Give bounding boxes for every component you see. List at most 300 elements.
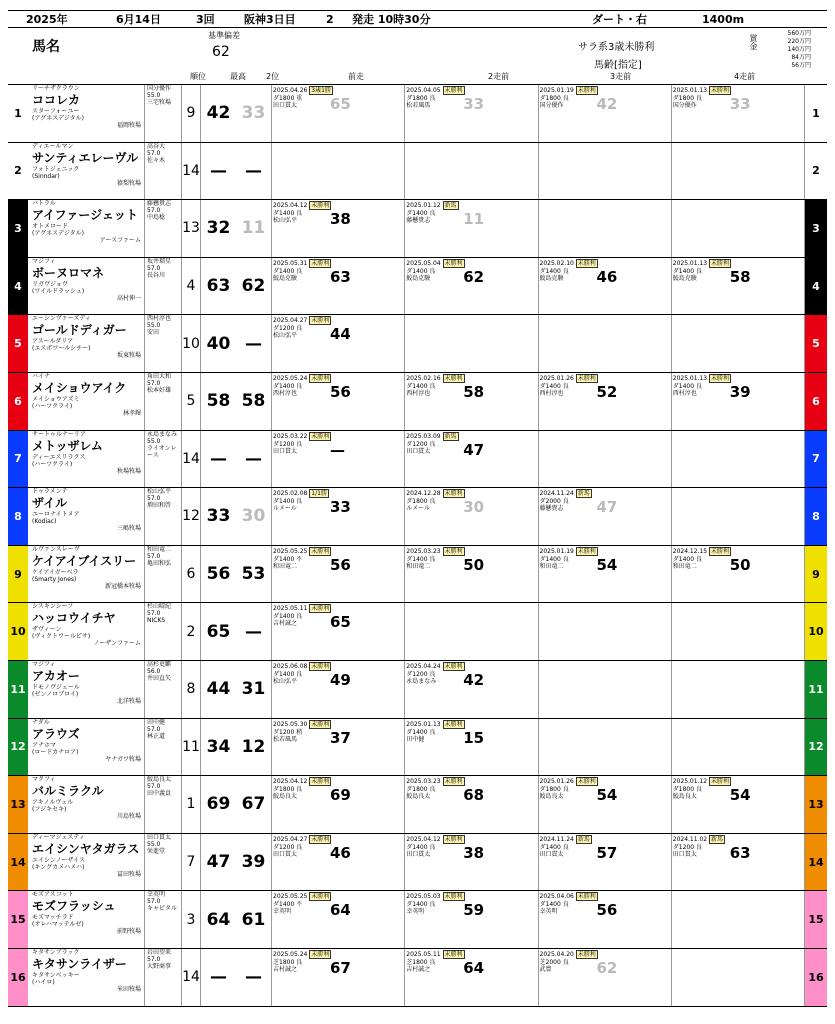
horse-info [28, 200, 145, 257]
past-run [272, 661, 405, 718]
sire: ドゥラメンテ [32, 488, 68, 496]
weight: 57.0 [147, 955, 161, 963]
jockey: 岩田望来 [147, 948, 172, 956]
past-run-empty [272, 143, 405, 200]
past-run [272, 373, 405, 430]
jockey: 田中健 [147, 718, 166, 726]
weight: 55.0 [147, 840, 161, 848]
horse-name[interactable]: メトッザレム [32, 438, 103, 453]
dam: アナホマ [32, 741, 57, 749]
run-course: ダ1800 良 [672, 95, 702, 102]
run-date: 2025.05.25 [273, 547, 308, 555]
run-index: 64 [463, 958, 485, 977]
second-index: — [245, 160, 262, 181]
jockey: 角田大和 [147, 372, 172, 380]
run-date: 2025.01.12 [406, 202, 441, 210]
run-date: 2025.04.12 [406, 835, 441, 843]
past-run [272, 603, 405, 660]
past-run-empty [539, 315, 672, 372]
horse-table [8, 85, 827, 1007]
run-course: ダ1400 良 [406, 728, 436, 736]
horse-name[interactable]: アラウズ [32, 726, 80, 741]
index-pair [201, 85, 272, 142]
weight: 55.0 [147, 322, 161, 330]
run-class: 未勝利 [311, 605, 330, 613]
horse-row [8, 315, 827, 373]
run-index: 50 [729, 555, 751, 574]
jockey-info [145, 431, 182, 488]
second-index: 61 [241, 909, 266, 930]
run-jockey: 田口貫太 [672, 850, 697, 858]
past-run-empty [539, 661, 672, 718]
horse-number-right: 3 [805, 200, 827, 257]
horse-name[interactable]: アカオー [32, 668, 80, 683]
past-run [272, 546, 405, 603]
horse-name[interactable]: ココレカ [32, 93, 81, 107]
run-index: 65 [330, 95, 351, 113]
run-index: 68 [463, 786, 485, 805]
run-index: 56 [330, 382, 351, 401]
past-run [272, 834, 405, 891]
jockey-info [145, 546, 182, 603]
damsire: (ハイロ) [32, 978, 55, 986]
max-index: 69 [206, 794, 231, 815]
trainer: 大野商事 [147, 962, 172, 970]
past-run-empty [672, 891, 805, 948]
weight: 57.0 [147, 725, 161, 733]
horse-number-right: 14 [805, 834, 827, 891]
horse-info [28, 258, 145, 315]
run-class: 未勝利 [311, 662, 330, 670]
damsire: (Kodiac) [32, 518, 57, 526]
past-run [272, 85, 405, 142]
past-run [672, 776, 805, 833]
run-index: 64 [330, 901, 351, 920]
run-course: ダ1400 良 [539, 267, 569, 275]
run-date: 2025.03.22 [273, 432, 308, 440]
second-index: 33 [241, 103, 266, 124]
index-pair [201, 546, 272, 603]
run-class: 未勝利 [577, 87, 596, 94]
farm: 新冠橋本牧場 [104, 582, 141, 590]
prize-label: 賞金 [749, 34, 758, 50]
horse-number: 11 [8, 661, 28, 718]
run-class: 未勝利 [711, 259, 730, 267]
date: 6月14日 [116, 13, 161, 26]
damsire: (アグネスデジタル) [32, 230, 84, 238]
past-run [405, 891, 538, 948]
past-run [405, 488, 538, 545]
run-jockey: 田口貫太 [273, 850, 298, 858]
max-index: — [210, 448, 227, 469]
run-date: 2025.06.08 [273, 662, 308, 670]
dam: エイシンノーザイス [32, 856, 85, 864]
horse-name[interactable]: バルミラクル [32, 784, 104, 799]
dam: ザヴィーン [32, 626, 62, 634]
run-date: 2025.04.20 [539, 950, 574, 958]
horse-number: 7 [8, 431, 28, 488]
past-run-empty [672, 949, 805, 1006]
horse-name[interactable]: ボーヌロマネ [32, 265, 105, 280]
run-class: 未勝利 [444, 893, 463, 901]
horse-row [8, 258, 827, 316]
run-index: 42 [463, 670, 485, 689]
run-class: 未勝利 [444, 662, 463, 670]
rank: 14 [182, 949, 201, 1006]
trainer: 増田和啓 [147, 502, 172, 510]
max-index: — [210, 967, 227, 988]
horse-name[interactable]: ザイル [32, 496, 68, 511]
horse-name[interactable]: ケイアイブイスリー [32, 553, 137, 568]
horse-name[interactable]: エイシンヤタガラス [32, 841, 140, 856]
run-class: 未勝利 [311, 317, 330, 325]
dam: モズマッチラド [32, 914, 74, 922]
sire: マジフィ [32, 660, 56, 668]
run-course: ダ1400 良 [406, 555, 436, 563]
run-jockey: 松山弘平 [273, 217, 298, 225]
run-jockey: 西村淳也 [539, 389, 564, 397]
damsire: (ヴィクトワールピサ) [32, 633, 91, 641]
run-course: ダ1200 良 [672, 843, 702, 851]
trainer: 安田 [147, 329, 160, 337]
run-course: 芝1800 良 [273, 958, 303, 966]
run-date: 2025.05.24 [273, 374, 308, 382]
run-course: ダ1400 良 [273, 382, 303, 390]
run-jockey: 田口貫太 [406, 447, 431, 455]
horse-name[interactable]: キタサンライザー [32, 956, 127, 971]
second-index: 67 [241, 794, 266, 815]
past-run [405, 546, 538, 603]
run-class: 未勝利 [311, 950, 330, 958]
run-jockey: 藤懸貴志 [406, 217, 431, 225]
weight: 57.0 [147, 898, 161, 906]
horse-info [28, 373, 145, 430]
run-course: ダ1200 良 [273, 325, 303, 333]
run-date: 2025.05.11 [406, 950, 441, 958]
run-date: 2025.02.08 [273, 490, 308, 498]
run-class: 未勝利 [311, 432, 330, 440]
jockey-info [145, 315, 182, 372]
jockey-info [145, 834, 182, 891]
jockey-info [145, 258, 182, 315]
run-date: 2024.12.15 [672, 547, 708, 555]
horse-info [28, 834, 145, 891]
farm: アースファーム [99, 237, 141, 245]
run-date: 2025.05.04 [406, 259, 441, 267]
rank: 3 [182, 891, 201, 948]
past-run [405, 85, 538, 142]
sire: ディーマジェスティ [32, 833, 85, 841]
rank: 14 [182, 143, 201, 200]
sire: キタサンブラック [32, 948, 80, 956]
jockey-info [145, 603, 182, 660]
rank: 14 [182, 431, 201, 488]
horse-row [8, 834, 827, 892]
trainer: NICKS [147, 617, 166, 625]
run-course: ダ1800 良 [539, 95, 569, 102]
jockey-info [145, 776, 182, 833]
run-index: 33 [463, 95, 485, 113]
past-run [672, 85, 805, 142]
run-jockey: 吉村誠之 [273, 620, 298, 628]
sire: リーチザクラウン [32, 85, 80, 92]
run-date: 2025.01.13 [672, 374, 708, 382]
run-course: ダ1400 良 [406, 210, 436, 218]
rank: 8 [182, 661, 201, 718]
past-run [405, 200, 538, 257]
horse-number: 2 [8, 143, 28, 200]
past-run-empty [539, 719, 672, 776]
run-jockey: 幸英明 [273, 908, 292, 916]
run-date: 2025.04.24 [406, 662, 441, 670]
run-index: 46 [596, 267, 618, 286]
max-index: 32 [206, 218, 231, 239]
horse-name[interactable]: モズフラッシュ [32, 899, 116, 914]
trainer: 長谷川 [147, 271, 166, 279]
rank: 9 [182, 85, 201, 142]
past-run [405, 719, 538, 776]
sire: ディエールマン [32, 142, 74, 150]
horse-number-right: 13 [805, 776, 827, 833]
run-date: 2025.05.11 [273, 605, 308, 613]
past-run [405, 834, 538, 891]
run-date: 2025.01.13 [406, 720, 441, 728]
second-index: 58 [241, 391, 266, 412]
run-jockey: 鮫島克駿 [539, 274, 564, 282]
run-class: 未勝利 [577, 259, 596, 267]
run-index: 49 [330, 670, 351, 689]
horse-info [28, 776, 145, 833]
run-course: ダ1200 良 [406, 670, 436, 678]
past-run-empty [672, 719, 805, 776]
past-run-empty [672, 603, 805, 660]
run-class: 未勝利 [711, 778, 730, 786]
jockey-info [145, 200, 182, 257]
run-date: 2024.12.28 [406, 490, 441, 498]
run-index: 37 [330, 728, 351, 747]
run-date: 2025.04.27 [273, 317, 308, 325]
run-date: 2025.04.27 [273, 835, 308, 843]
horse-number-right: 16 [805, 949, 827, 1006]
run-class: 未勝利 [444, 259, 463, 267]
jockey: 幸英明 [147, 891, 166, 899]
weight: 57.0 [147, 207, 161, 215]
max-label: 最高 [230, 72, 246, 81]
run-index: 58 [729, 267, 751, 286]
sire: バイナ [32, 372, 51, 380]
second-index: — [245, 621, 262, 642]
run-class: 未勝利 [711, 547, 730, 555]
run-index: — [330, 440, 345, 459]
damsire: (ワイルドラッシュ) [32, 287, 85, 295]
rank: 7 [182, 834, 201, 891]
run-course: ダ1400 良 [539, 382, 569, 390]
past-run-empty [539, 143, 672, 200]
run-index: 33 [330, 498, 351, 517]
run-course: ダ1800 良 [406, 95, 436, 102]
start-time: 発走 10時30分 [352, 13, 431, 26]
run-class: 未勝利 [444, 374, 463, 382]
run-jockey: 松山弘平 [273, 332, 298, 340]
past-run [272, 488, 405, 545]
farm: 前野牧場 [116, 928, 141, 936]
run-index: 46 [330, 843, 351, 862]
run-class: 新馬 [711, 835, 724, 843]
run-jockey: 武豊 [539, 965, 552, 973]
max-index: 33 [206, 506, 231, 527]
horse-row [8, 949, 827, 1007]
past-run [405, 258, 538, 315]
max-index: 56 [206, 564, 231, 585]
max-index: — [210, 160, 227, 181]
horse-number-right: 11 [805, 661, 827, 718]
run-index: 58 [463, 382, 485, 401]
second-index: 53 [241, 564, 266, 585]
horse-row [8, 143, 827, 201]
index-pair [201, 488, 272, 545]
horse-number-right: 5 [805, 315, 827, 372]
run-date: 2025.01.26 [539, 778, 574, 786]
jockey: 西村淳也 [147, 315, 172, 323]
trainer: 栄進堂 [147, 847, 166, 855]
trainer: キャピタル [147, 905, 178, 913]
farm: 高村伸一 [116, 294, 141, 302]
index-pair [201, 258, 272, 315]
run-index: 11 [463, 210, 485, 229]
horse-name[interactable]: アイファージェット [32, 208, 138, 223]
jockey: 和田竜二 [147, 545, 172, 553]
run-course: ダ1800 良 [539, 786, 569, 794]
rank-label: 順位 [190, 72, 206, 81]
damsire: (オレハマッテルゼ) [32, 921, 84, 929]
second-index: 12 [241, 736, 266, 757]
damsire: (ロードカナロア) [32, 748, 79, 756]
horse-number: 13 [8, 776, 28, 833]
damsire: (Sinndar) [32, 172, 60, 180]
jockey-info [145, 949, 182, 1006]
run-class: 未勝利 [311, 259, 330, 267]
horse-row [8, 431, 827, 489]
horse-number: 10 [8, 603, 28, 660]
prev1-label: 前走 [348, 72, 364, 81]
horse-row [8, 891, 827, 949]
past-run [672, 258, 805, 315]
past-run [405, 431, 538, 488]
rank: 5 [182, 373, 201, 430]
horse-number-right: 12 [805, 719, 827, 776]
horse-name[interactable]: サンティエレーヴル [32, 150, 139, 165]
race-cond: 馬齢[指定] [594, 60, 642, 71]
jockey-info [145, 719, 182, 776]
run-class: 1/1勝 [311, 490, 327, 498]
past-run-empty [539, 603, 672, 660]
past-run [539, 85, 672, 142]
run-index: 54 [596, 555, 618, 574]
run-class: 未勝利 [577, 547, 596, 555]
run-jockey: 幸英明 [406, 908, 425, 916]
horse-info [28, 315, 145, 372]
horse-number: 6 [8, 373, 28, 430]
weight: 57.0 [147, 149, 161, 157]
past-run [539, 776, 672, 833]
run-jockey: 田口貫太 [273, 102, 298, 109]
index-pair [201, 776, 272, 833]
run-class: 未勝利 [311, 374, 330, 382]
run-index: 15 [463, 728, 485, 747]
run-class: 未勝利 [711, 374, 730, 382]
run-course: 芝2000 良 [539, 958, 569, 966]
index-pair [201, 373, 272, 430]
horse-row [8, 661, 827, 719]
past-run [672, 373, 805, 430]
run-date: 2025.02.10 [539, 259, 574, 267]
damsire: (Smarty Jones) [32, 575, 77, 583]
horse-name[interactable]: ハッコウイチヤ [32, 611, 116, 626]
run-index: 67 [330, 958, 351, 977]
run-jockey: 鮫島良太 [539, 793, 564, 801]
horse-row [8, 603, 827, 661]
run-date: 2024.11.02 [672, 835, 708, 843]
second-label: 2位 [266, 72, 280, 81]
horse-info [28, 143, 145, 200]
dam: オトメロード [32, 223, 68, 231]
horse-number-right: 8 [805, 488, 827, 545]
run-course: ダ1400 良 [273, 210, 303, 218]
run-course: ダ1400 良 [672, 267, 702, 275]
run-jockey: 永島まなみ [406, 677, 437, 685]
horse-number: 1 [8, 85, 28, 142]
index-pair [201, 891, 272, 948]
run-course: ダ1200 良 [273, 843, 303, 851]
prev4-label: 4走前 [734, 72, 756, 81]
run-course: ダ1800 良 [273, 786, 303, 794]
run-course: ダ1800 重 [273, 95, 303, 102]
run-date: 2025.02.16 [406, 374, 441, 382]
weight: 57.0 [147, 264, 161, 272]
run-class: 未勝利 [577, 374, 596, 382]
farm: 川島牧場 [116, 813, 141, 821]
run-class: 新馬 [444, 202, 457, 210]
past-run [272, 776, 405, 833]
run-course: ダ1400 良 [273, 498, 303, 506]
race-class: サラ系3歳未勝利 [578, 42, 655, 53]
run-jockey: 松若風馬 [273, 735, 298, 743]
weight: 56.0 [147, 667, 161, 675]
index-pair [201, 661, 272, 718]
run-course: ダ1400 良 [273, 670, 303, 678]
horse-name[interactable]: ゴールドディガー [32, 323, 127, 338]
farm: 福岡牧場 [116, 122, 141, 129]
jockey: 鮫島良太 [147, 776, 172, 784]
left-title: 馬名 [32, 39, 60, 55]
index-pair [201, 315, 272, 372]
run-date: 2024.11.24 [539, 490, 574, 498]
run-index: 65 [330, 613, 351, 632]
horse-info [28, 546, 145, 603]
run-date: 2025.04.12 [273, 778, 308, 786]
farm: ノーザンファーム [93, 640, 141, 648]
horse-name[interactable]: メイショウアイク [32, 380, 127, 395]
horse-number: 16 [8, 949, 28, 1006]
run-index: 33 [729, 95, 751, 113]
damsire: (アグネスデジタル) [32, 115, 84, 122]
second-index: 31 [241, 679, 266, 700]
meet: 阪神3日目 [244, 13, 296, 26]
run-date: 2025.04.26 [273, 87, 308, 94]
jockey-info [145, 891, 182, 948]
max-index: 34 [206, 736, 231, 757]
past-run [272, 258, 405, 315]
